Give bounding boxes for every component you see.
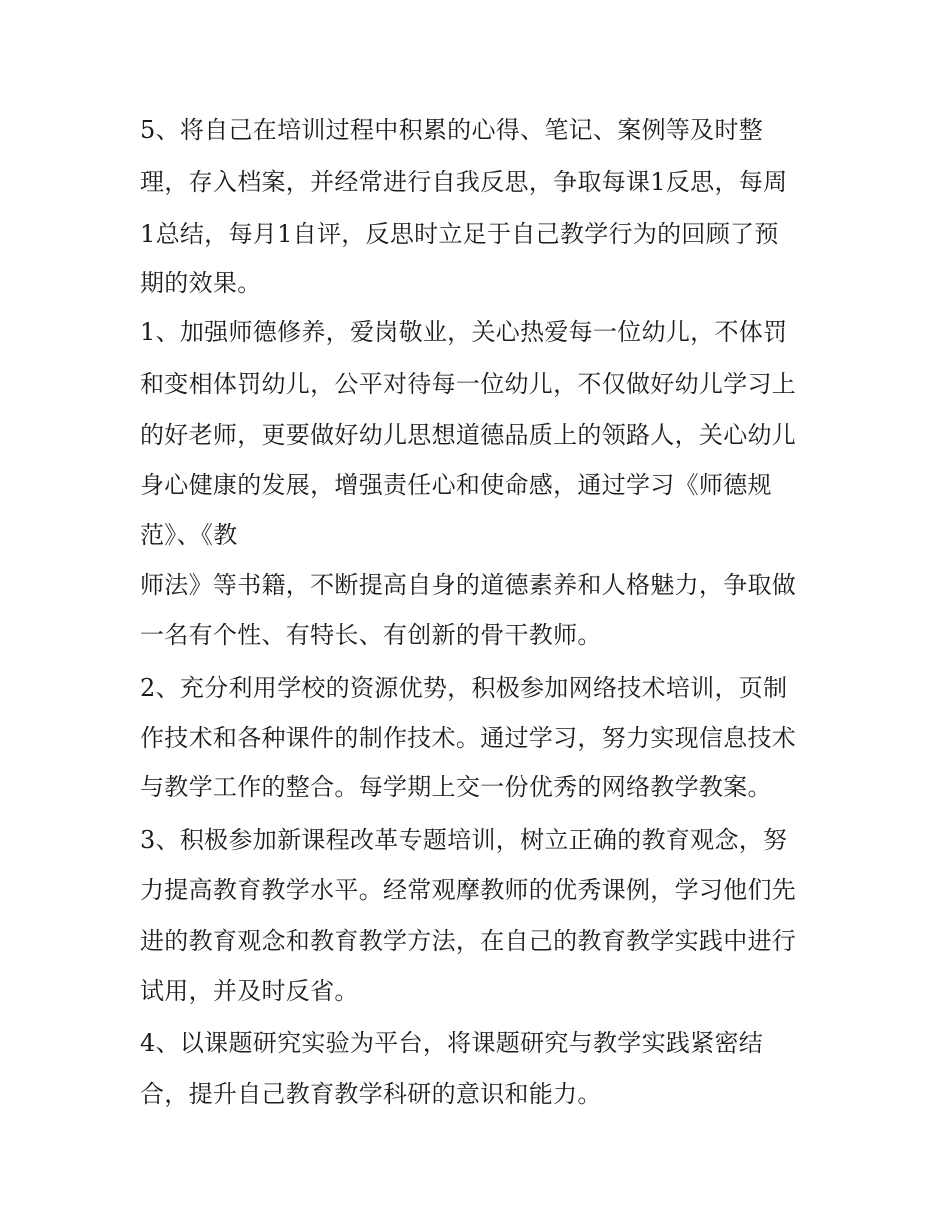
text-line: 力提高教育教学水平。经常观摩教师的优秀课例，学习他们先 bbox=[140, 876, 797, 904]
text-line: 一名有个性、有特长、有创新的骨干教师。 bbox=[140, 621, 602, 649]
text-line: 范》、《教 bbox=[140, 521, 238, 549]
text-line: 进的教育观念和教育教学方法，在自己的教育教学实践中进行 bbox=[140, 927, 797, 955]
text-line: 试用，并及时反省。 bbox=[140, 977, 359, 1005]
text-line: 5、将自己在培训过程中积累的心得、笔记、案例等及时整 bbox=[140, 116, 764, 144]
text-line: 2、充分利用学校的资源优势，积极参加网络技术培训，页制 bbox=[140, 674, 788, 702]
text-line: 身心健康的发展，增强责任心和使命感，通过学习《师德规 bbox=[140, 471, 772, 499]
text-line: 1总结，每月1自评，反思时立足于自己教学行为的回顾了预 bbox=[140, 220, 779, 248]
text-line: 3、积极参加新课程改革专题培训，树立正确的教育观念，努 bbox=[140, 826, 788, 854]
text-line: 1、加强师德修养，爱岗敬业，关心热爱每一位幼儿，不体罚 bbox=[140, 318, 788, 346]
text-line: 的好老师，更要做好幼儿思想道德品质上的领路人，关心幼儿 bbox=[140, 421, 797, 449]
text-line: 作技术和各种课件的制作技术。通过学习，努力实现信息技术 bbox=[140, 724, 797, 752]
text-line: 期的效果。 bbox=[140, 269, 262, 297]
text-line: 合，提升自己教育教学科研的意识和能力。 bbox=[140, 1080, 602, 1108]
text-line: 师法》等书籍，不断提高自身的道德素养和人格魅力，争取做 bbox=[140, 571, 797, 599]
text-line: 与教学工作的整合。每学期上交一份优秀的网络教学教案。 bbox=[140, 773, 772, 801]
text-line: 4、以课题研究实验为平台，将课题研究与教学实践紧密结 bbox=[140, 1029, 764, 1057]
text-line: 理，存入档案，并经常进行自我反思，争取每课1反思，每周 bbox=[140, 168, 788, 196]
text-line: 和变相体罚幼儿，公平对待每一位幼儿，不仅做好幼儿学习上 bbox=[140, 370, 797, 398]
